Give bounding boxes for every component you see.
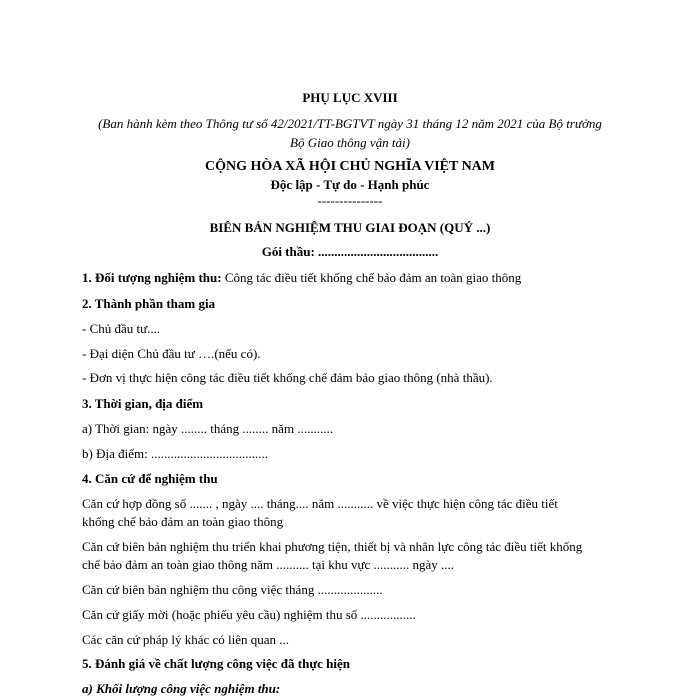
section-2-heading: 2. Thành phần tham gia [82,296,216,311]
country-name: CỘNG HÒA XÃ HỘI CHỦ NGHĨA VIỆT NAM [204,159,495,174]
separator-dashes: --------------- [317,193,383,208]
package-line: Gói thầu: ..................................... [261,244,439,259]
section-3-heading: 3. Thời gian, địa điểm [82,396,204,411]
basis-deployment-line2: chế bảo đảm an toàn giao thông năm .......... tại khu vực ........... ngày .... [82,557,455,572]
appendix-title: PHỤ LỤC XVIII [302,90,398,105]
section-1-text: Công tác điều tiết khống chế bảo đảm an toàn giao thông [221,270,522,285]
section-4-heading: 4. Căn cứ để nghiệm thu [82,471,218,486]
time-line: a) Thời gian: ngày ........ tháng ........ năm ........... [82,421,334,436]
basis-deployment-line1: Căn cứ biên bản nghiệm thu triển khai phương tiện, thiết bị và nhân lực công tác điều tiết khống [82,539,583,554]
basis-other-legal: Các căn cứ pháp lý khác có liên quan ... [82,632,290,647]
section-5a-heading: a) Khối lượng công việc nghiệm thu: [82,681,281,696]
participant-item: - Chủ đầu tư.... [82,321,161,336]
issued-note-line1: (Ban hành kèm theo Thông tư số 42/2021/TT-BGTVT ngày 31 tháng 12 năm 2021 của Bộ trưởng [98,116,602,131]
section-1 [82,270,521,286]
basis-invitation: Căn cứ giấy mời (hoặc phiếu yêu cầu) nghiệm thu số ................. [82,607,416,622]
participant-item: - Đơn vị thực hiện công tác điều tiết khống chế đảm bảo giao thông (nhà thầu). [82,370,493,385]
basis-contract-line1: Căn cứ hợp đồng số ....... , ngày .... tháng.... năm ........... về việc thực hiện công tác điều tiết [82,496,558,511]
basis-monthly-report: Căn cứ biên bản nghiệm thu công việc tháng .................... [82,582,383,597]
section-1-heading: 1. Đối tượng nghiệm thu: [82,270,222,285]
participant-item: - Đại diện Chủ đầu tư ….(nếu có). [82,346,261,361]
basis-contract-line2: khống chế bảo đảm an toàn giao thông [82,514,284,529]
section-5-heading: 5. Đánh giá về chất lượng công việc đã thực hiện [82,656,351,671]
national-motto: Độc lập - Tự do - Hạnh phúc [270,177,430,192]
issued-note-line2: Bộ Giao thông vận tải) [290,135,410,150]
place-line: b) Địa điểm: .................................... [82,446,268,461]
document-title: BIÊN BẢN NGHIỆM THU GIAI ĐOẠN (QUÝ ...) [209,220,491,235]
